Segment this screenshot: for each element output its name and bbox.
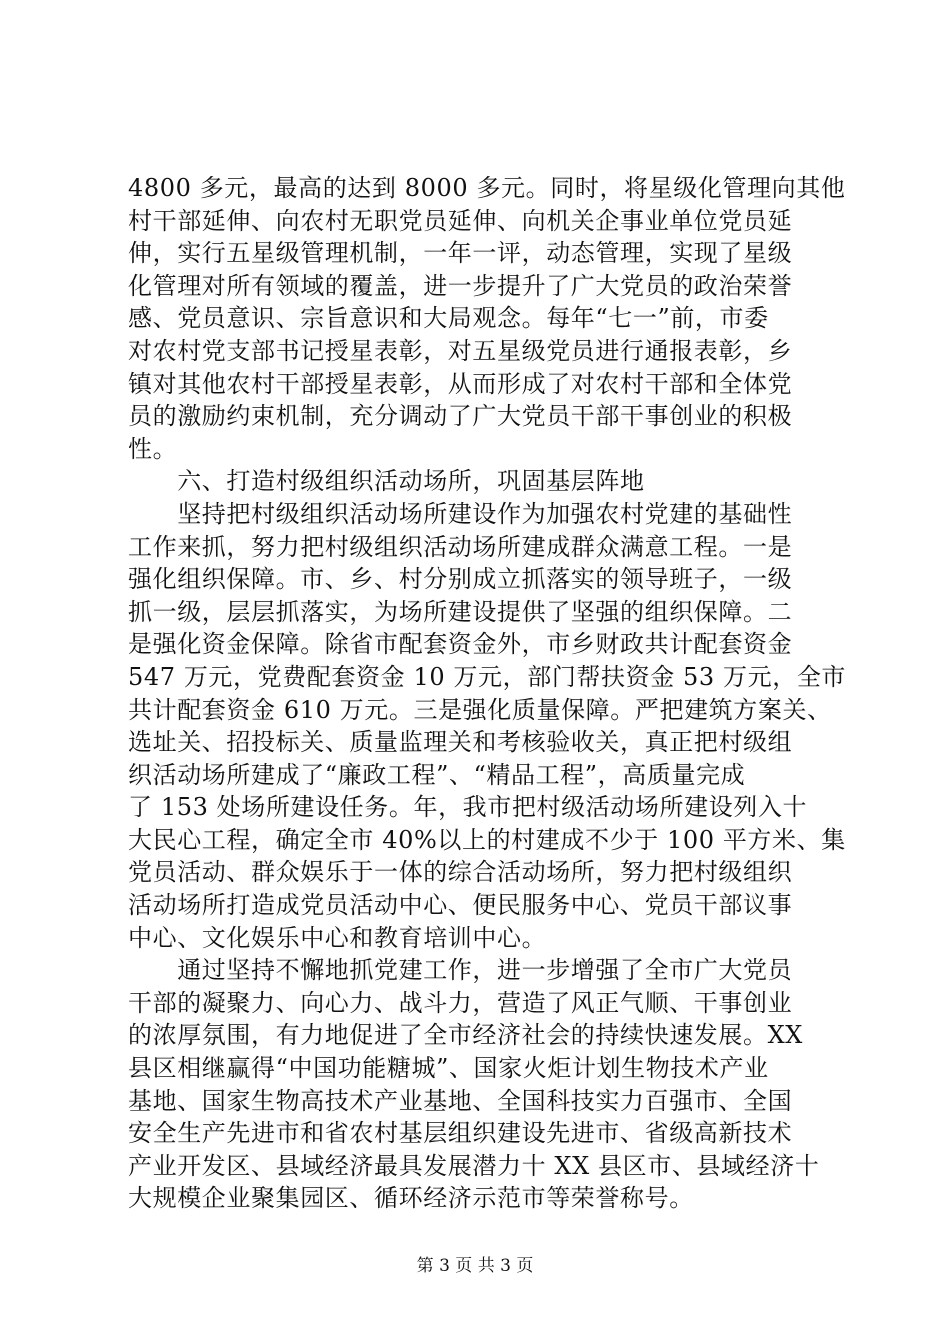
text-line: 基地、国家生物高技术产业基地、全国科技实力百强市、全国 bbox=[128, 1086, 793, 1115]
section-heading: 六、打造村级组织活动场所，巩固基层阵地 bbox=[128, 467, 645, 496]
text-line: 抓一级，层层抓落实，为场所建设提供了坚强的组织保障。二 bbox=[128, 597, 793, 626]
text-line: 中心、文化娱乐中心和教育培训中心。 bbox=[128, 923, 547, 952]
text-line: 化管理对所有领域的覆盖，进一步提升了广大党员的政治荣誉 bbox=[128, 271, 793, 300]
text-line: 通过坚持不懈地抓党建工作，进一步增强了全市广大党员 bbox=[128, 956, 793, 985]
text-line: 的浓厚氛围，有力地促进了全市经济社会的持续快速发展。XX bbox=[128, 1021, 803, 1050]
page-footer: 第 3 页 共 3 页 bbox=[416, 1256, 534, 1276]
text-line: 伸，实行五星级管理机制，一年一评，动态管理，实现了星级 bbox=[128, 239, 793, 268]
text-line: 产业开发区、县域经济最具发展潜力十 XX 县区市、县域经济十 bbox=[128, 1151, 820, 1180]
text-line: 干部的凝聚力、向心力、战斗力，营造了风正气顺、干事创业 bbox=[128, 988, 793, 1017]
text-line: 大规模企业聚集园区、循环经济示范市等荣誉称号。 bbox=[128, 1184, 694, 1213]
text-line: 工作来抓，努力把村级组织活动场所建成群众满意工程。一是 bbox=[128, 532, 793, 561]
text-line: 员的激励约束机制，充分调动了广大党员干部干事创业的积极 bbox=[128, 402, 793, 431]
text-line: 织活动场所建成了“廉政工程”、“精品工程”，高质量完成 bbox=[128, 760, 746, 789]
text-line: 选址关、招投标关、质量监理关和考核验收关，真正把村级组 bbox=[128, 728, 793, 757]
text-line: 安全生产先进市和省农村基层组织建设先进市、省级高新技术 bbox=[128, 1119, 793, 1148]
text-line: 4800 多元，最高的达到 8000 多元。同时，将星级化管理向其他 bbox=[128, 174, 846, 202]
text-line: 感、党员意识、宗旨意识和大局观念。每年“七一”前，市委 bbox=[128, 304, 769, 333]
text-line: 强化组织保障。市、乡、村分别成立抓落实的领导班子，一级 bbox=[128, 565, 793, 594]
text-line: 547 万元，党费配套资金 10 万元，部门帮扶资金 53 万元，全市 bbox=[128, 662, 847, 691]
text-line: 村干部延伸、向农村无职党员延伸、向机关企事业单位党员延 bbox=[128, 206, 793, 235]
text-line: 党员活动、群众娱乐于一体的综合活动场所，努力把村级组织 bbox=[128, 858, 793, 887]
text-line: 大民心工程，确定全市 40%以上的村建成不少于 100 平方米、集 bbox=[128, 825, 846, 854]
text-line: 是强化资金保障。除省市配套资金外，市乡财政共计配套资金 bbox=[128, 630, 793, 659]
text-line: 对农村党支部书记授星表彰，对五星级党员进行通报表彰，乡 bbox=[128, 336, 793, 365]
body-text bbox=[128, 172, 847, 1215]
text-line: 了 153 处场所建设任务。年，我市把村级活动场所建设列入十 bbox=[128, 793, 808, 822]
text-line: 县区相继赢得“中国功能糖城”、国家火炬计划生物技术产业 bbox=[128, 1054, 769, 1083]
text-line: 镇对其他农村干部授星表彰，从而形成了对农村干部和全体党 bbox=[128, 369, 793, 398]
text-line: 共计配套资金 610 万元。三是强化质量保障。严把建筑方案关、 bbox=[128, 695, 832, 724]
text-line: 坚持把村级组织活动场所建设作为加强农村党建的基础性 bbox=[128, 499, 793, 528]
text-line: 性。 bbox=[128, 434, 178, 463]
text-line: 活动场所打造成党员活动中心、便民服务中心、党员干部议事 bbox=[128, 891, 793, 920]
